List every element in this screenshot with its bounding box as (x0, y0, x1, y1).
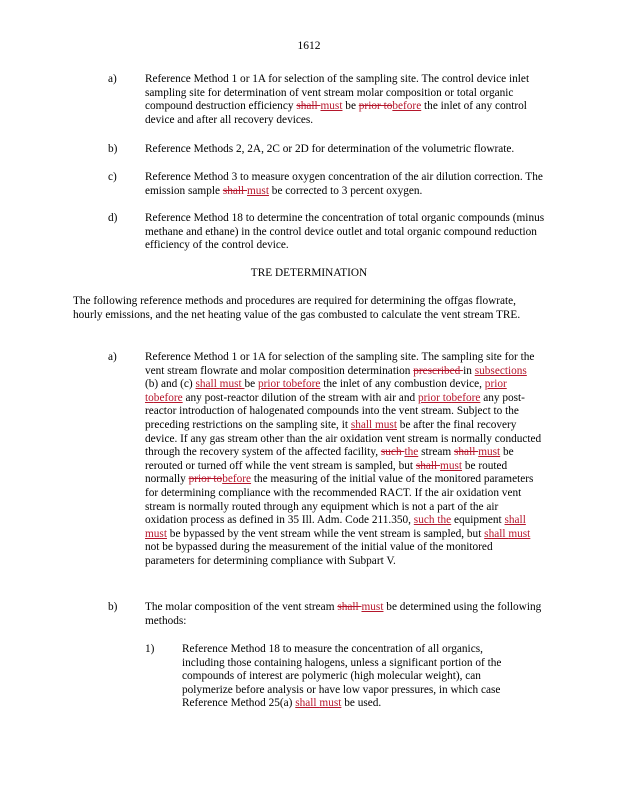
inserted-text: must (320, 100, 343, 113)
inserted-text: the (437, 514, 452, 527)
item-text: Reference Methods 2, 2A, 2C or 2D for determination of the volumetric flowrate. (145, 143, 515, 155)
inserted-text: must (319, 697, 342, 710)
inserted-text: must (374, 418, 397, 431)
deleted-text: shall (337, 601, 362, 613)
item-label: 1) (145, 643, 155, 655)
inserted-text: the (404, 446, 419, 459)
inserted-text: must (508, 527, 531, 540)
inserted-text: must (478, 446, 501, 459)
inserted-text: shall (295, 697, 320, 710)
item-label: b) (108, 143, 118, 155)
inserted-text: must (145, 527, 167, 540)
deleted-text: shall (415, 459, 441, 472)
item-text: Reference Method 1 or 1A for selection of the sampling site. The control device inlet sampling site for determination of vent stream molar composition or total organic compound destruction efficiency shall must be prior tobefore the inlet of any control device and after all recovery devices. (145, 73, 530, 126)
item-text: Reference Method 3 to measure oxygen concentration of the air dilution correction. The emission sample shall must be corrected to 3 percent oxygen. (145, 171, 543, 197)
page-number: 1612 (297, 40, 321, 52)
inserted-text: prior to (257, 378, 292, 391)
inserted-text: shall (350, 418, 375, 431)
inserted-text: must (361, 601, 384, 613)
item-label: b) (108, 601, 118, 613)
inserted-text: before (222, 473, 252, 486)
deleted-text: prior to (188, 473, 223, 486)
item-text: Reference Method 18 to determine the concentration of total organic compounds (minus methane and ethane) in the control device outlet and total organic compound reduction efficiency of the control device. (145, 212, 545, 252)
item-label: a) (108, 73, 117, 85)
deleted-text: such (380, 446, 405, 459)
inserted-text: before (392, 100, 422, 113)
item-label: d) (108, 212, 118, 224)
inserted-text: must (247, 184, 269, 197)
inserted-text: shall (504, 514, 526, 527)
intro-paragraph: The following reference methods and procedures are required for determining the offgas flowrate, hourly emissions, and the net heating value of the gas combusted to calculate the vent stream TRE. (73, 295, 521, 321)
item-label: c) (108, 171, 117, 183)
inserted-text: before (451, 391, 481, 404)
inserted-text: before (153, 391, 183, 404)
deleted-text: shall (454, 446, 479, 459)
inserted-text: must (219, 378, 245, 391)
item-text: The molar composition of the vent stream shall must be determined using the following methods: (145, 601, 542, 627)
deleted-text: prior to (358, 100, 393, 113)
deleted-text: prescribed (413, 364, 464, 377)
inserted-text: prior to (417, 391, 452, 404)
item-text: Reference Method 18 to measure the concentration of all organics, including those containing halogens, unless a significant portion of the compounds of interest are polymeric (high molecular weight), can polymerize before analysis or have low vapor pressures, in which case Reference Method 25(a) shall must be used. (182, 643, 502, 710)
inserted-text: subsections (474, 364, 527, 377)
item-text: Reference Method 1 or 1A for selection of the sampling site. The sampling site for the vent stream flowrate and molar composition determination prescribed in subsections (b) and (c) shall must be prior tobefore the inlet of any combustion device, prior tobefore any post-reactor dilution of the stream with air and prior tobefore any post-reactor introduction of halogenated compounds into the vent stream. Subject to the preceding restrictions on the sampling site, it shall must be after the final recovery device. If any gas stream other than the air oxidation vent stream is normally conducted through the recovery system of the affected facility, such the stream shall must be rerouted or turned off while the vent stream is sampled, but shall must be routed normally prior tobefore the measuring of the initial value of the monitored parameters for determining compliance with the recommended RACT. If the air oxidation vent stream is normally routed through any equipment which is not a part of the air oxidation process as defined in 35 Ill. Adm. Code 211.350, such the equipment shall must be bypassed by the vent stream while the vent stream is sampled, but shall must not be bypassed during the measurement of the initial value of the monitored parameters for determining compliance with Subpart V. (145, 351, 542, 567)
inserted-text: shall (484, 527, 509, 540)
deleted-text: shall (296, 100, 321, 113)
deleted-text: shall (222, 184, 247, 197)
item-label: a) (108, 351, 117, 363)
inserted-text: must (440, 459, 463, 472)
inserted-text: before (291, 378, 321, 391)
inserted-text: such (413, 514, 438, 527)
inserted-text: prior to (145, 378, 507, 404)
section-heading: TRE DETERMINATION (250, 267, 368, 279)
inserted-text: shall (195, 378, 220, 391)
